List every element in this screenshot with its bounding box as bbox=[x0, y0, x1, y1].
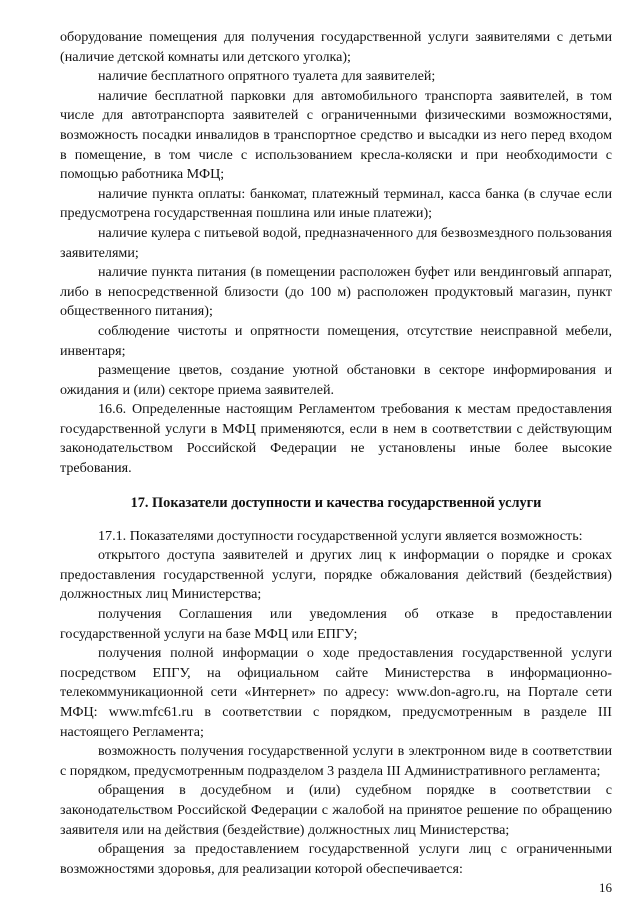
paragraph-parking: наличие бесплатной парковки для автомобильного транспорта заявителей, в том числе для автотранспорта заявителей с ограниченными физическими возможностями, возможность посадки инвалидов в транспортное средство и высадки из него перед входом в помещение, в том числе с использованием кресла-коляски и при необходимости с помощью работника МФЦ; bbox=[60, 87, 612, 183]
paragraph-cleanliness: соблюдение чистоты и опрятности помещения, отсутствие неисправной мебели, инвентаря; bbox=[60, 322, 612, 359]
paragraph-appeal: обращения в досудебном и (или) судебном порядке в соответствии с законодательством Российской Федерации с жалобой на принятое решение по обращению заявителя или на действия (бездействие) должностных лиц Министерства; bbox=[60, 782, 612, 838]
paragraph-toilet: наличие бесплатного опрятного туалета для заявителей; bbox=[98, 68, 436, 85]
paragraph-water-cooler: наличие кулера с питьевой водой, предназначенного для безвозмездного пользования заявителями; bbox=[60, 224, 612, 261]
section-heading: 17. Показатели доступности и качества государственной услуги bbox=[130, 494, 542, 511]
paragraph-agreement: получения Соглашения или уведомления об отказе в предоставлении государственной услуги на базе МФЦ или ЕПГУ; bbox=[60, 606, 612, 642]
paragraph-payment-point: наличие пункта оплаты: банкомат, платежный терминал, касса банка (в случае если предусмотрена государственная пошлина или иные платежи); bbox=[60, 185, 612, 222]
paragraph-children-room: оборудование помещения для получения государственной услуги заявителями с детьми (наличие детской комнаты или детского уголка); bbox=[60, 29, 612, 65]
paragraph-disabled-access: обращения за предоставлением государственной услуги лиц с ограниченными возможностями здоровья, для реализации которой обеспечивается: bbox=[60, 841, 612, 877]
paragraph-electronic: возможность получения государственной услуги в электронном виде в соответствии с порядком, предусмотренным подразделом 3 раздела III Административного регламента; bbox=[60, 743, 612, 779]
page-number: 16 bbox=[599, 880, 612, 895]
paragraph-16-6: 16.6. Определенные настоящим Регламентом требования к местам предоставления государственной услуги в МФЦ применяются, если в нем в соответствии с действующим законодательством Российской Федерации не установлены иные более высокие требования. bbox=[60, 401, 612, 477]
document-page bbox=[60, 28, 612, 879]
paragraph-flowers: размещение цветов, создание уютной обстановки в секторе информирования и ожидания и (или) секторе приема заявителей. bbox=[60, 362, 612, 398]
paragraph-full-info: получения полной информации о ходе предоставления государственной услуги посредством ЕПГУ, на официальном сайте Министерства в информационно-телекоммуникационной сети «Интернет» по адресу: www.don-agro.ru, на Портале сети МФЦ: www.mfc61.ru в соответствии с порядком, предусмотренным в разделе III настоящего Регламента; bbox=[60, 645, 612, 740]
paragraph-food-point: наличие пункта питания (в помещении расположен буфет или вендинговый аппарат, либо в непосредственной близости (до 100 м) расположен продуктовый магазин, пункт общественного питания); bbox=[60, 264, 612, 320]
paragraph-open-access: открытого доступа заявителей и других лиц к информации о порядке и сроках предоставления государственной услуги, порядке обжалования действий (бездействия) должностных лиц Министерства; bbox=[60, 547, 612, 603]
paragraph-17-1: 17.1. Показателями доступности государственной услуги является возможность: bbox=[98, 527, 583, 544]
